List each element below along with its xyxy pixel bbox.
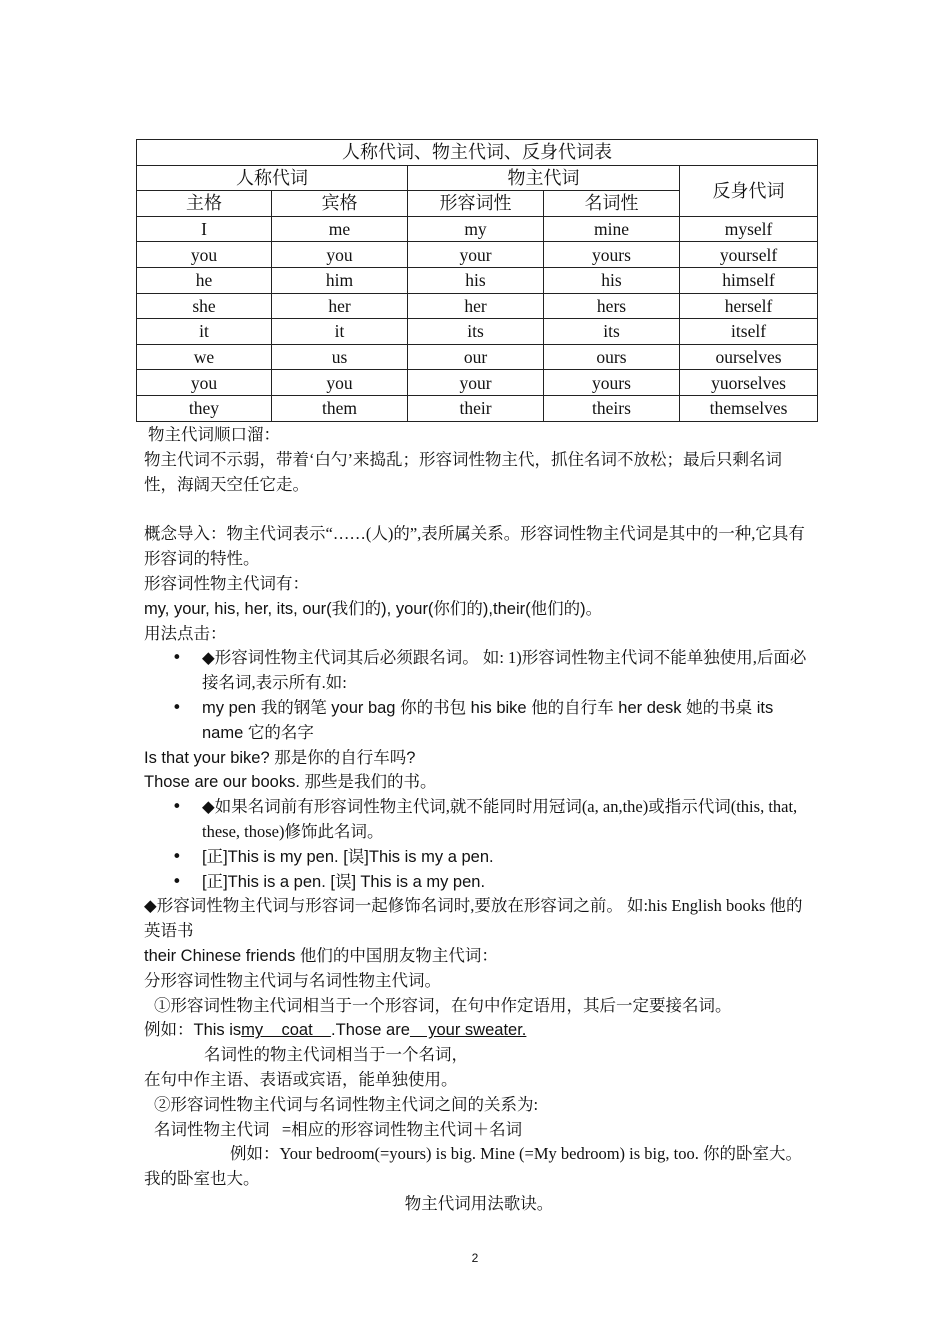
usage-list (144, 795, 814, 894)
document-body (144, 423, 814, 1217)
concept-paragraph: 概念导入：物主代词表示“……(人)的”,表所属关系。形容词性物主代词是其中的一种,它具有形容词的特性。 (144, 524, 805, 569)
list-item-text: ◆如果名词前有形容词性物主代词,就不能同时用冠词(a, an,the)或指示代词(this, that, these, those)修饰此名词。 (202, 797, 798, 841)
table-cell: yourself (680, 242, 818, 268)
table-cell: myself (680, 216, 818, 242)
list-item-text: [正]This is my pen. [误]This is my a pen. (202, 847, 494, 866)
header-adjectival: 形容词性 (408, 191, 544, 217)
table-cell: my (408, 216, 544, 242)
adj-list-label: 形容词性物主代词有： (144, 573, 309, 593)
usage-label: 用法点击： (144, 623, 227, 643)
table-cell: it (137, 319, 272, 345)
list-item (144, 795, 814, 845)
table-cell: mine (544, 216, 680, 242)
bullet-icon: • (172, 697, 182, 717)
table-cell: their (408, 395, 544, 421)
list-item-text: [正]This is a pen. [误] This is a my pen. (202, 872, 486, 891)
table-cell: they (137, 395, 272, 421)
list-item-text: ◆形容词性物主代词其后必须跟名词。 如: 1)形容词性物主代词不能单独使用,后面必接名词,表示所有.如: (202, 648, 807, 693)
table-cell: you (272, 370, 408, 396)
list-item (144, 646, 814, 696)
rhyme-text: 物主代词不示弱，带着‘白勺’来捣乱；形容词性物主代，抓住名词不放松；最后只剩名词性，海阔天空任它走。 (144, 449, 782, 494)
table-cell: ourselves (680, 344, 818, 370)
list-item (144, 870, 814, 895)
table-cell: you (137, 370, 272, 396)
table-row (137, 370, 818, 396)
table-cell: he (137, 267, 272, 293)
table-cell: we (137, 344, 272, 370)
table-cell: her (408, 293, 544, 319)
nominal-description: 在句中作主语、表语或宾语，能单独使用。 (144, 1069, 458, 1089)
table-title: 人称代词、物主代词、反身代词表 (137, 140, 818, 166)
table-cell: its (544, 319, 680, 345)
eg-mid: .Those are (331, 1021, 410, 1040)
table-cell: himself (680, 267, 818, 293)
formula: 名词性物主代词 =相应的形容词性物主代词＋名词 (154, 1119, 523, 1139)
header-possessive: 物主代词 (408, 165, 680, 191)
bullet-icon: • (172, 871, 182, 891)
table-cell: you (137, 242, 272, 268)
table-row (137, 344, 818, 370)
example-sentence: Is that your bike? 那是你的自行车吗? (144, 748, 416, 767)
table-cell: I (137, 216, 272, 242)
table-cell: me (272, 216, 408, 242)
bullet-icon: • (172, 797, 182, 817)
table-row (137, 395, 818, 421)
fill-blank: your sweater. (409, 1021, 527, 1040)
table-cell: his (544, 267, 680, 293)
table-cell: your (408, 242, 544, 268)
table-row (137, 319, 818, 345)
table-cell: hers (544, 293, 680, 319)
blank-line (144, 497, 814, 522)
table-cell: our (408, 344, 544, 370)
song-title: 物主代词用法歌诀。 (404, 1193, 554, 1213)
adj-list: my, your, his, her, its, our(我们的), your(你们的),their(他们的)。 (144, 599, 603, 618)
header-nominative: 主格 (137, 191, 272, 217)
point-1: ①形容词性物主代词相当于一个形容词，在句中作定语用，其后一定要接名词。 (154, 995, 732, 1015)
nominal-description: 名词性的物主代词相当于一个名词， (204, 1045, 468, 1065)
example-fill-in (144, 1018, 814, 1043)
bullet-icon: • (172, 648, 182, 668)
table-cell: them (272, 395, 408, 421)
table-row (137, 242, 818, 268)
table-cell: themselves (680, 395, 818, 421)
table-cell: him (272, 267, 408, 293)
table-cell: your (408, 370, 544, 396)
rhyme-title: 物主代词顺口溜： (148, 425, 280, 444)
table-row (137, 267, 818, 293)
classify-text: 分形容词性物主代词与名词性物主代词。 (144, 970, 441, 990)
list-item (144, 845, 814, 870)
table-cell: yours (544, 242, 680, 268)
header-nominal: 名词性 (544, 191, 680, 217)
table-cell: her (272, 293, 408, 319)
table-cell: us (272, 344, 408, 370)
header-objective: 宾格 (272, 191, 408, 217)
table-cell: yuorselves (680, 370, 818, 396)
table-cell: she (137, 293, 272, 319)
table-cell: ours (544, 344, 680, 370)
header-reflexive: 反身代词 (680, 165, 818, 216)
table-cell: yours (544, 370, 680, 396)
rule-order: ◆形容词性物主代词与形容词一起修饰名词时,要放在形容词之前。 如:his English books 他的英语书 (144, 896, 803, 941)
usage-list (144, 646, 814, 745)
header-personal: 人称代词 (137, 165, 408, 191)
table-cell: theirs (544, 395, 680, 421)
table-cell: itself (680, 319, 818, 345)
table-cell: his (408, 267, 544, 293)
table-row (137, 216, 818, 242)
list-item-text: my pen 我的钢笔 your bag 你的书包 his bike 他的自行车 her desk 她的书桌 its name 它的名字 (202, 698, 774, 742)
example-sentence: their Chinese friends 他们的中国朋友物主代词： (144, 946, 498, 965)
pronoun-table (136, 139, 818, 422)
page-number: 2 (471, 1251, 479, 1265)
point-2: ②形容词性物主代词与名词性物主代词之间的关系为: (154, 1094, 539, 1114)
table-cell: its (408, 319, 544, 345)
example-sentence: 例如：Your bedroom(=yours) is big. Mine (=My bedroom) is big, too. 你的卧室大。我的卧室也大。 (144, 1144, 802, 1189)
example-sentence: Those are our books. 那些是我们的书。 (144, 773, 437, 792)
bullet-icon: • (172, 846, 182, 866)
table-row (137, 293, 818, 319)
table-cell: herself (680, 293, 818, 319)
eg-prefix: 例如：This is (144, 1021, 242, 1040)
list-item (144, 696, 814, 746)
table-cell: it (272, 319, 408, 345)
table-cell: you (272, 242, 408, 268)
fill-blank: my coat (241, 1021, 332, 1040)
